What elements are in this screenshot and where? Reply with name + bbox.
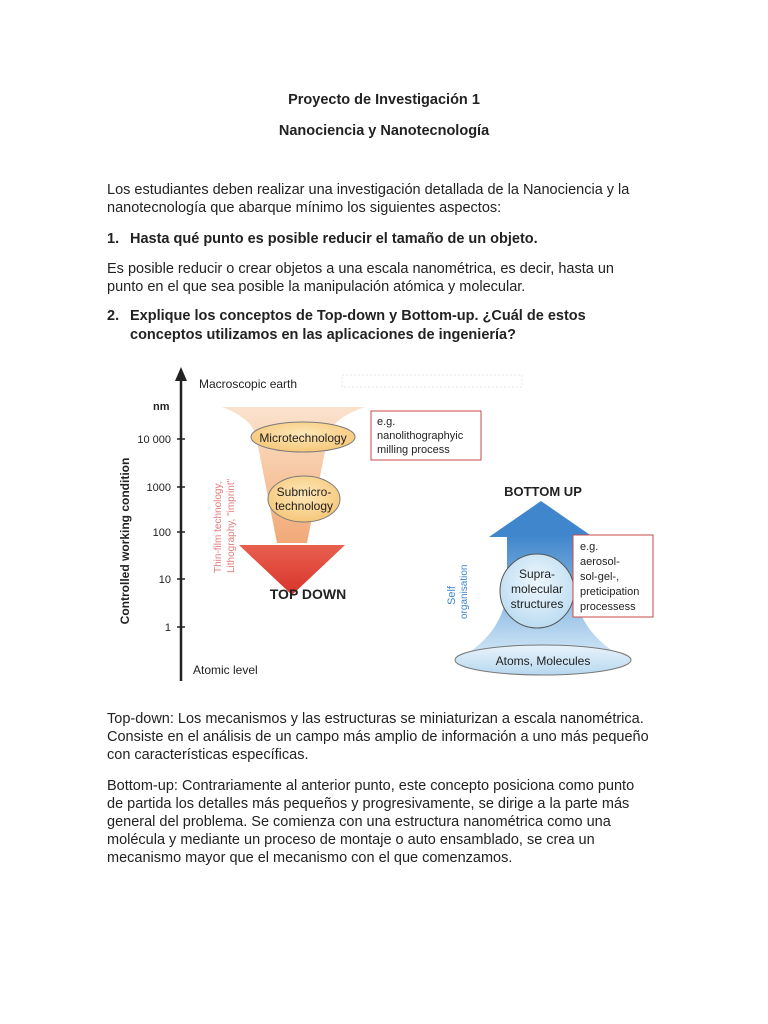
paragraph-line: de partida los detalles más pequeños y progresivamente, se dirige a la parte más [107,796,630,812]
bottomup-label: BOTTOM UP [504,484,582,499]
topdown-bottomup-diagram [107,363,667,693]
paragraph-line: Top-down: Los mecanismos y las estructuras se miniaturizan a escala nanométrica. [107,711,644,727]
example-box-label: e.g. [377,416,396,428]
axis-arrow-icon [175,367,187,381]
question-line: Explique los conceptos de Top-down y Bottom-up. ¿Cuál de estos [130,308,586,324]
unit-label: nm [153,401,170,413]
question-1-number: 1. [107,231,120,247]
answer-line: Es posible reducir o crear objetos a una escala nanométrica, es decir, hasta un [107,261,614,277]
atoms-molecules-label: Atoms, Molecules [495,654,591,668]
paragraph-line: mecanismo mayor que el mecanismo con el que comenzamos. [107,850,513,866]
lithography-label: Lithography, "imprint" [226,478,237,573]
axis-title: Controlled working condition [118,457,132,625]
paragraph-line: Bottom-up: Contrariamente al anterior punto, este concepto posiciona como punto [107,778,635,794]
topdown-paragraph [107,710,662,764]
supramolecular-label-2: molecular [510,582,564,596]
paragraph-line: Consiste en el análisis de un campo más amplio de información a uno más pequeño [107,729,649,745]
example-box-label: processess [580,601,636,613]
document-title: Proyecto de Investigación 1 [288,92,480,108]
self-organisation-label-1: Self [446,586,458,605]
example-box-label: e.g. [580,541,599,553]
intro-line: Los estudiantes deben realizar una investigación detallada de la Nanociencia y la [107,182,630,198]
thin-film-label: Thin-film technology, [213,481,224,573]
tick-label: 10 [158,574,171,586]
paragraph-line: molécula y mediante un proceso de montaje o auto ensamblado, se crea un [107,832,595,848]
submicrotechnology-label-2: technology [274,499,334,513]
question-2-number: 2. [107,308,120,324]
example-box-label: sol-gel-, [580,571,620,583]
question-2-text [130,307,662,345]
example-box-label: preticipation [580,586,640,598]
question-line: conceptos utilizamos en las aplicaciones de ingeniería? [130,327,516,343]
self-organisation-label-2: organisation [459,564,470,619]
example-box-label: aerosol- [580,556,620,568]
bottomup-arrow-icon [489,501,593,537]
tick-label: 1000 [146,482,171,494]
question-1-text: Hasta qué punto es posible reducir el tamaño de un objeto. [130,231,538,247]
answer-line: punto en el que sea posible la manipulación atómica y molecular. [107,279,526,295]
tick-label: 100 [152,527,171,539]
microtechnology-label: Microtechnology [259,431,347,445]
document-subtitle: Nanociencia y Nanotecnología [278,123,490,139]
answer-1-paragraph [107,260,662,296]
paragraph-line: general del problema. Se comienza con una estructura nanométrica como una [107,814,611,830]
macroscopic-label: Macroscopic earth [199,377,298,391]
supramolecular-label-3: structures [510,597,564,611]
intro-paragraph [107,181,662,217]
topdown-label: TOP DOWN [269,586,347,602]
atomic-level-label: Atomic level [193,663,258,677]
supramolecular-label-1: Supra- [518,567,556,581]
bottomup-paragraph [107,777,662,867]
intro-line: nanotecnología que abarque mínimo los siguientes aspectos: [107,200,502,216]
dotted-strip [342,375,522,387]
tick-label: 1 [164,622,171,634]
paragraph-line: con características específicas. [107,747,309,763]
submicrotechnology-label-1: Submicro- [276,485,332,499]
tick-label: 10 000 [137,434,171,446]
example-box-label: nanolithographyic [377,430,464,442]
example-box-label: milling process [377,444,450,456]
